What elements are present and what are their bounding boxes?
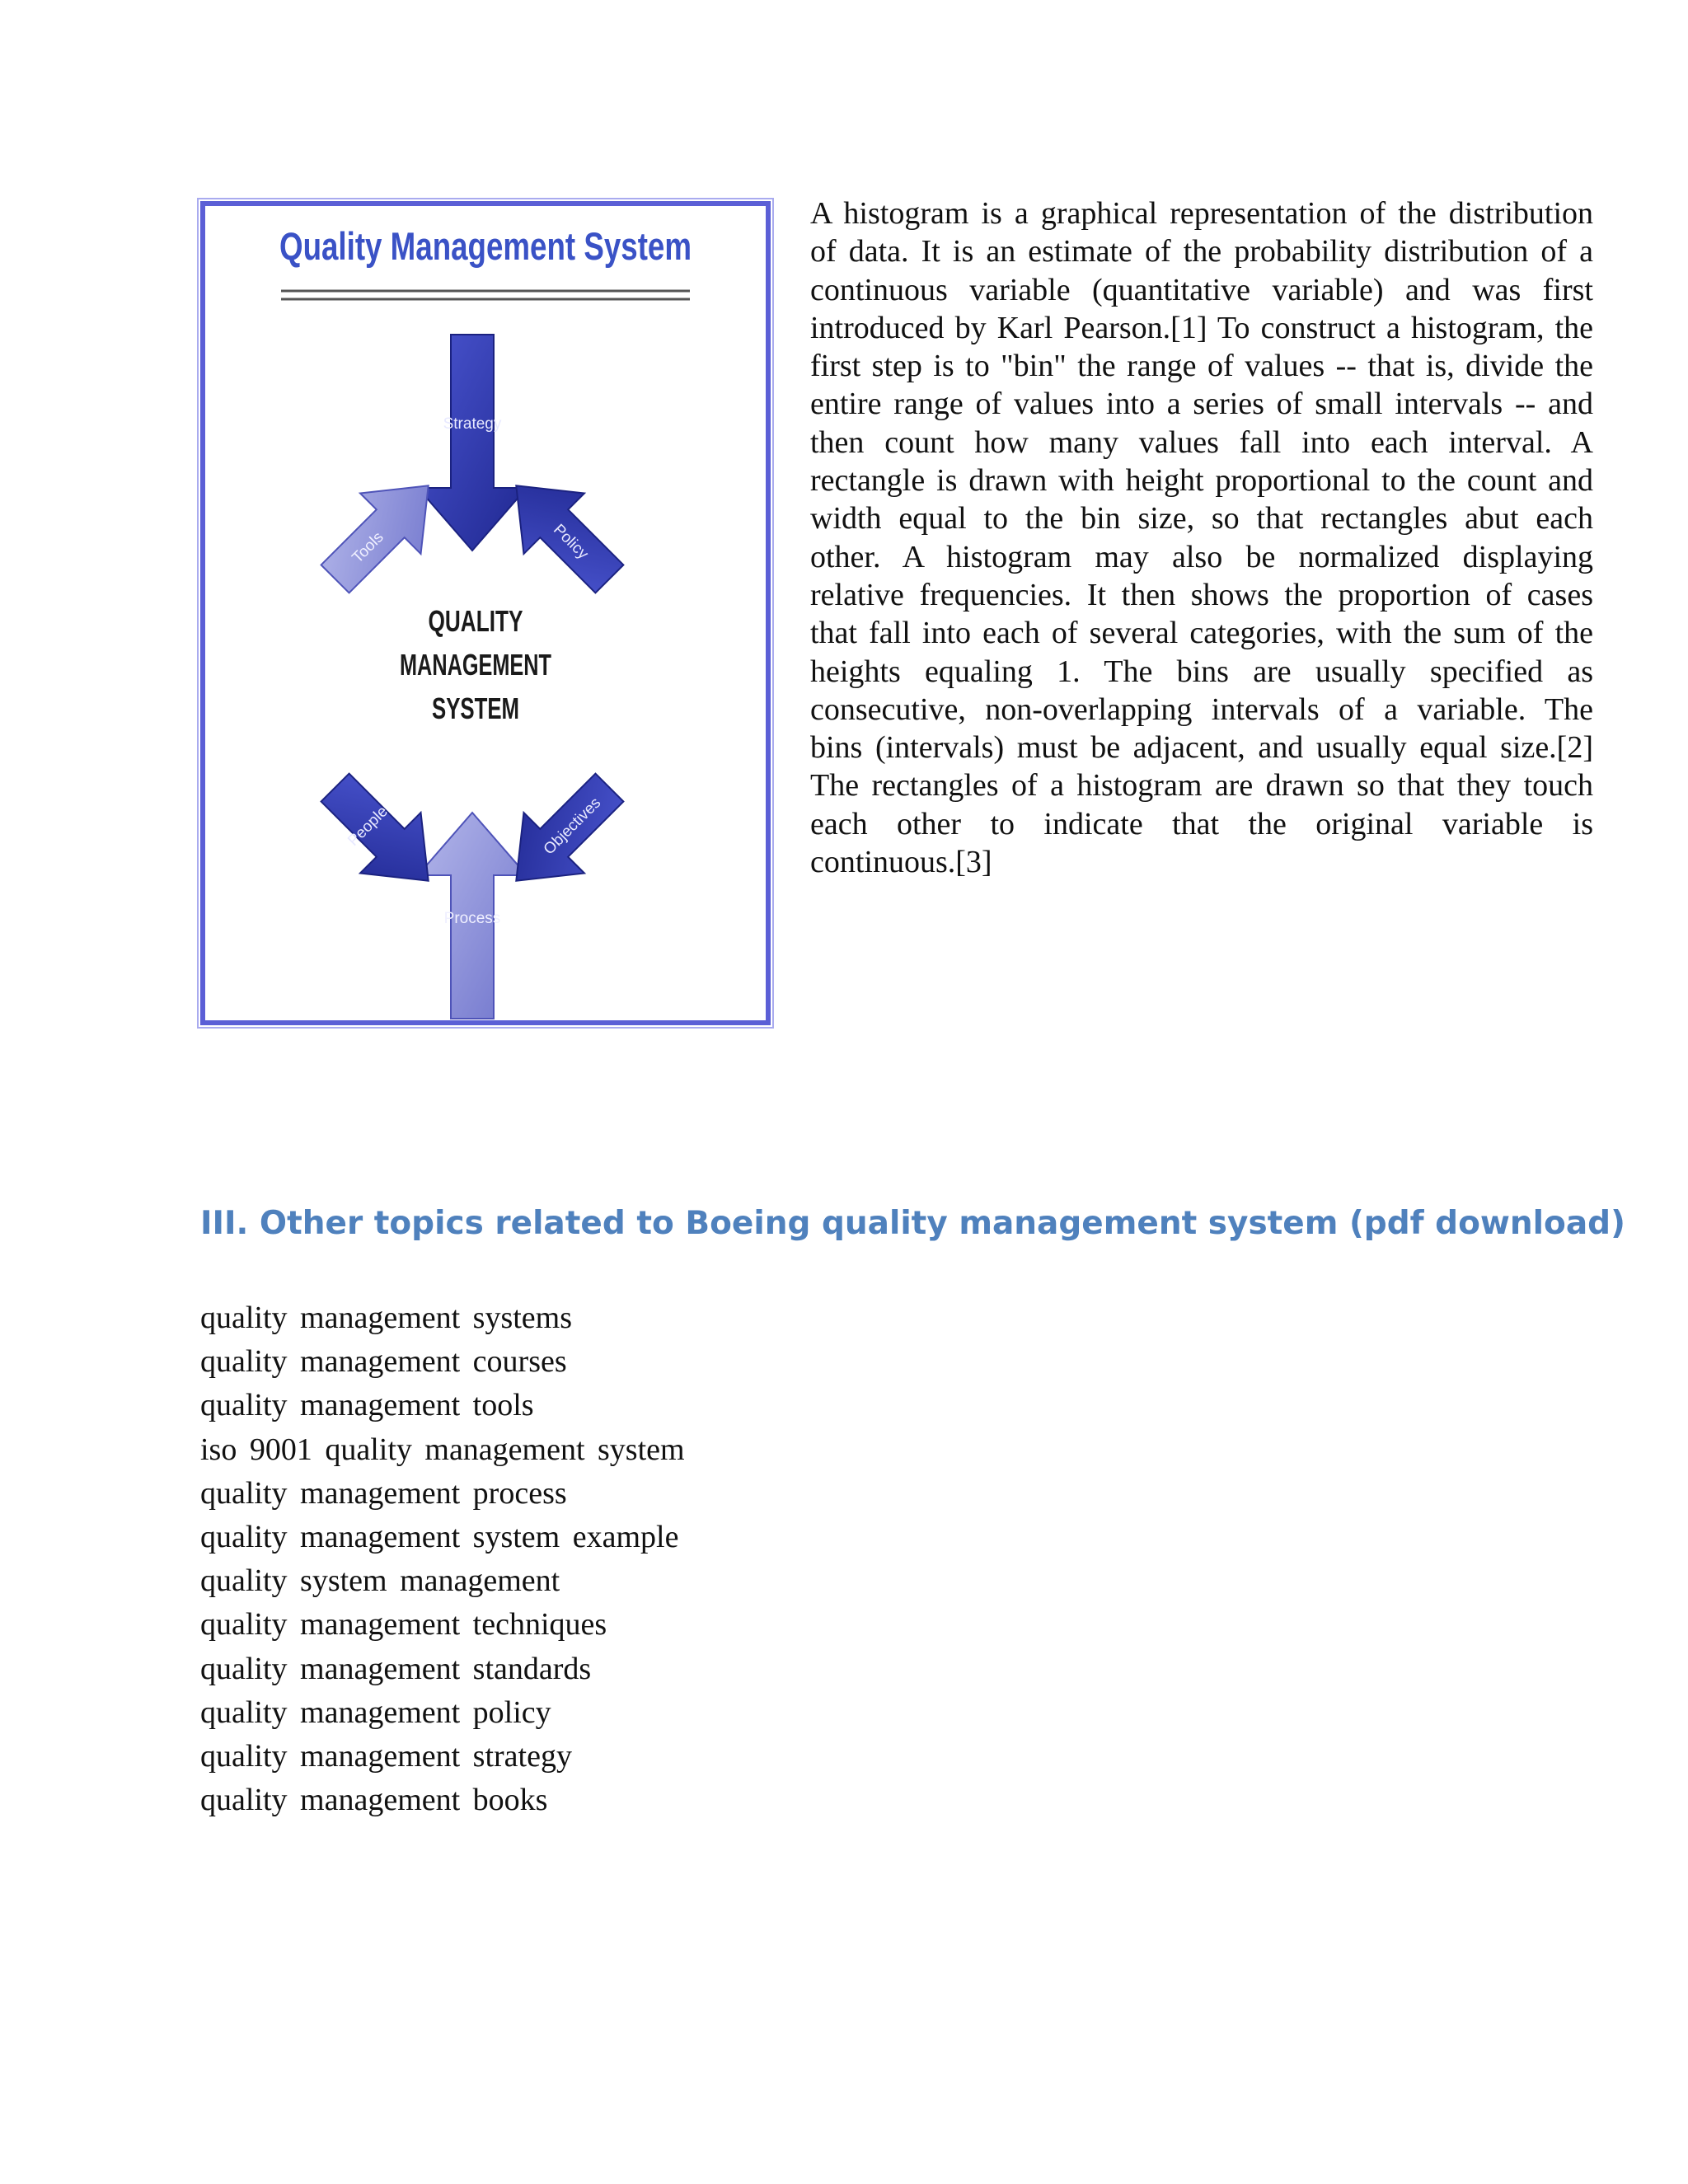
objectives-arrow-icon [486,757,640,912]
histogram-paragraph: A histogram is a graphical representation of the distribution of data. It is an estimate of the probability distribution of a continuous variable (quantitative variable) and was first introduced by Karl Pearson.[1] To construct a histogram, the first step is to "bin" the range of values -- that is, divide the entire range of values into a series of small intervals -- and then count how many values fall into each interval. A rectangle is drawn with height proportional to the count and width equal to the bin size, so that rectangles abut each other. A histogram may also be normalized displaying relative frequencies. It then shows the proportion of cases that fall into each of several categories, with the sum of the heights equaling 1. The bins are usually specified as consecutive, non-overlapping intervals of a variable. The bins (intervals) must be adjacent, and usually equal size.[2] The rectangles of a histogram are drawn so that they touch each other to indicate that the original variable is continuous.[3] [810,196,1593,880]
tools-arrow-icon [305,456,459,610]
people-label: People [345,803,392,850]
list-item: quality management books [200,1783,548,1818]
list-item: quality management standards [200,1651,592,1686]
people-arrow-icon [305,757,459,912]
center-line-2: MANAGEMENT [400,648,552,682]
strategy-label: Strategy [443,415,502,433]
list-item: quality management strategy [200,1739,572,1774]
list-item: quality management systems [200,1301,573,1335]
list-item: quality system management [200,1563,560,1599]
policy-label: Policy [550,521,592,563]
tools-label: Tools [349,528,387,567]
quality-management-system-figure [200,201,771,1025]
process-arrow-icon [418,813,527,1019]
list-item: quality management policy [200,1694,551,1730]
list-item: quality management process [200,1475,567,1511]
center-line-1: QUALITY [428,604,523,638]
strategy-arrow-icon [418,335,527,551]
list-item: quality management techniques [200,1607,607,1643]
qms-diagram [205,206,766,1020]
objectives-label: Objectives [540,794,605,859]
list-item: quality management system example [200,1520,679,1555]
figure-title: Quality Management System [279,224,692,268]
center-line-3: SYSTEM [432,691,519,725]
section-heading: III. Other topics related to Boeing quality management system (pdf download) [200,1205,1625,1242]
related-topics-list [200,1296,685,1822]
list-item: quality management tools [200,1388,534,1423]
policy-arrow-icon [486,456,640,610]
center-label [400,604,551,725]
process-label: Process [443,910,501,927]
list-item: quality management courses [200,1344,567,1380]
list-item: iso 9001 quality management system [200,1432,685,1467]
